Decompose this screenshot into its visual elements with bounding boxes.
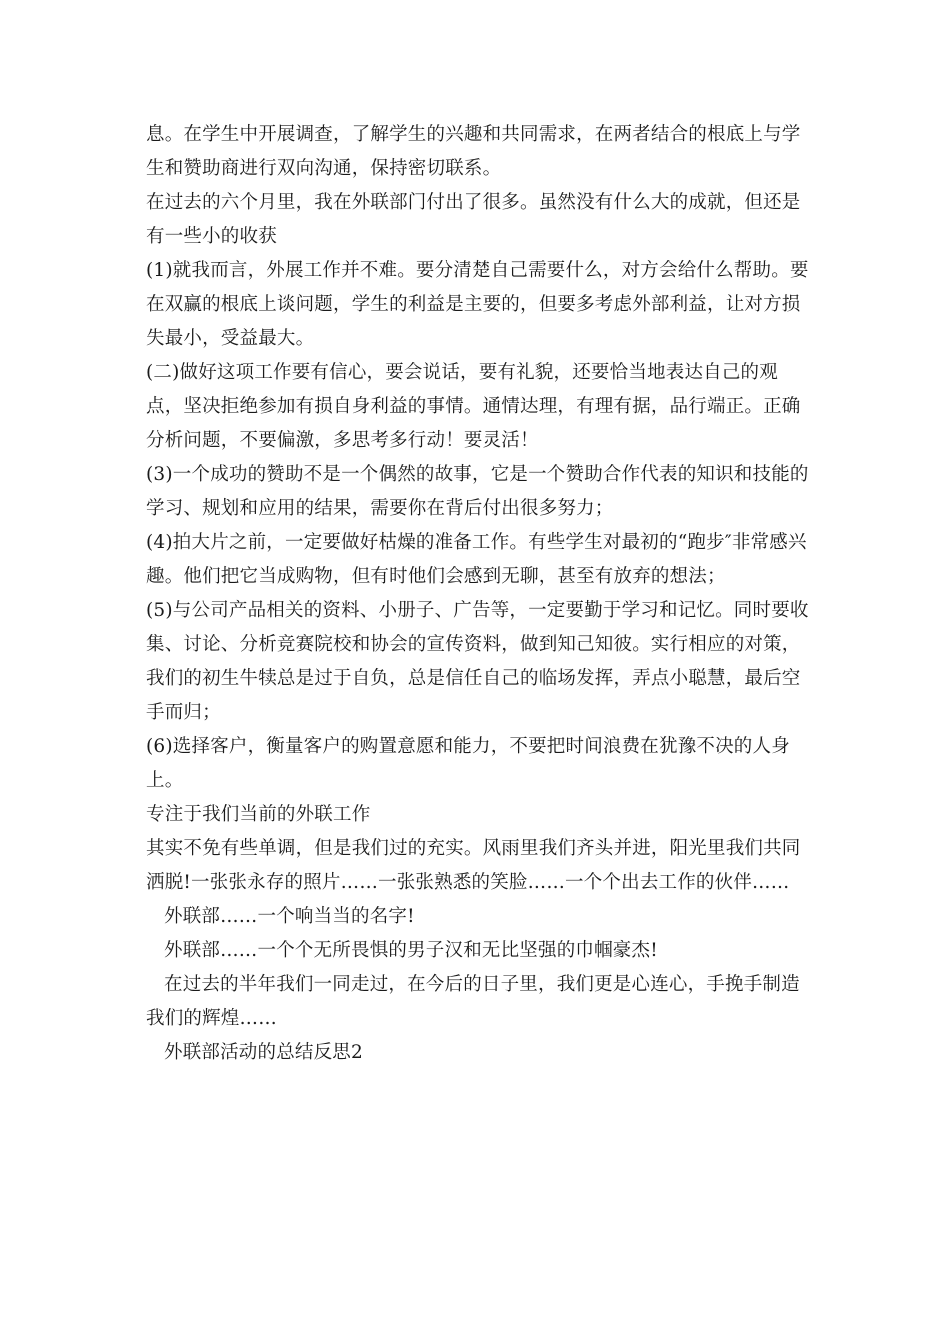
paragraph-focus: 专注于我们当前的外联工作 <box>146 804 371 825</box>
paragraph-point-1: (1)就我而言，外展工作并不难。要分清楚自己需要什么，对方会给什么帮助。要在双赢的根底上谈问题，学生的利益是主要的，但要多考虑外部利益，让对方损失最小，受益最大。 <box>146 260 809 349</box>
paragraph-intro-continued: 息。在学生中开展调查，了解学生的兴趣和共同需求，在两者结合的根底上与学生和赞助商进行双向沟通，保持密切联系。 <box>146 124 801 179</box>
paragraph-reflection: 其实不免有些单调，但是我们过的充实。风雨里我们齐头并进，阳光里我们共同洒脱!一张张永存的照片……一张张熟悉的笑脸……一个个出去工作的伙伴…… <box>146 838 801 893</box>
paragraph-point-6: (6)选择客户，衡量客户的购置意愿和能力，不要把时间浪费在犹豫不决的人身上。 <box>146 736 790 791</box>
paragraph-point-4: (4)拍大片之前，一定要做好枯燥的准备工作。有些学生对最初的“跑步″非常感兴趣。他们把它当成购物，但有时他们会感到无聊，甚至有放弃的想法； <box>146 532 807 587</box>
paragraph-future: 在过去的半年我们一同走过，在今后的日子里，我们更是心连心，手挽手制造我们的辉煌…… <box>146 974 800 1029</box>
section-heading-2: 外联部活动的总结反思2 <box>164 1042 363 1063</box>
paragraph-department-name: 外联部……一个响当当的名字! <box>164 906 415 927</box>
document-body <box>146 118 810 1070</box>
paragraph-point-5: (5)与公司产品相关的资料、小册子、广告等，一定要勤于学习和记忆。同时要收集、讨论、分析竞赛院校和协会的宣传资料，做到知己知彼。实行相应的对策，我们的初生牛犊总是过于自负，总是信任自己的临场发挥，弄点小聪慧，最后空手而归； <box>146 600 809 723</box>
paragraph-point-3: (3)一个成功的赞助不是一个偶然的故事，它是一个赞助合作代表的知识和技能的学习、规划和应用的结果，需要你在背后付出很多努力； <box>146 464 809 519</box>
paragraph-six-months: 在过去的六个月里，我在外联部门付出了很多。虽然没有什么大的成就，但还是有一些小的收获 <box>146 192 801 247</box>
paragraph-point-2: (二)做好这项工作要有信心，要会说话，要有礼貌，还要恰当地表达自己的观点，坚决拒绝参加有损自身利益的事情。通情达理，有理有据，品行端正。正确分析问题，不要偏激，多思考多行动！要灵活！ <box>146 362 801 451</box>
paragraph-department-people: 外联部……一个个无所畏惧的男子汉和无比坚强的巾帼豪杰! <box>164 940 658 961</box>
